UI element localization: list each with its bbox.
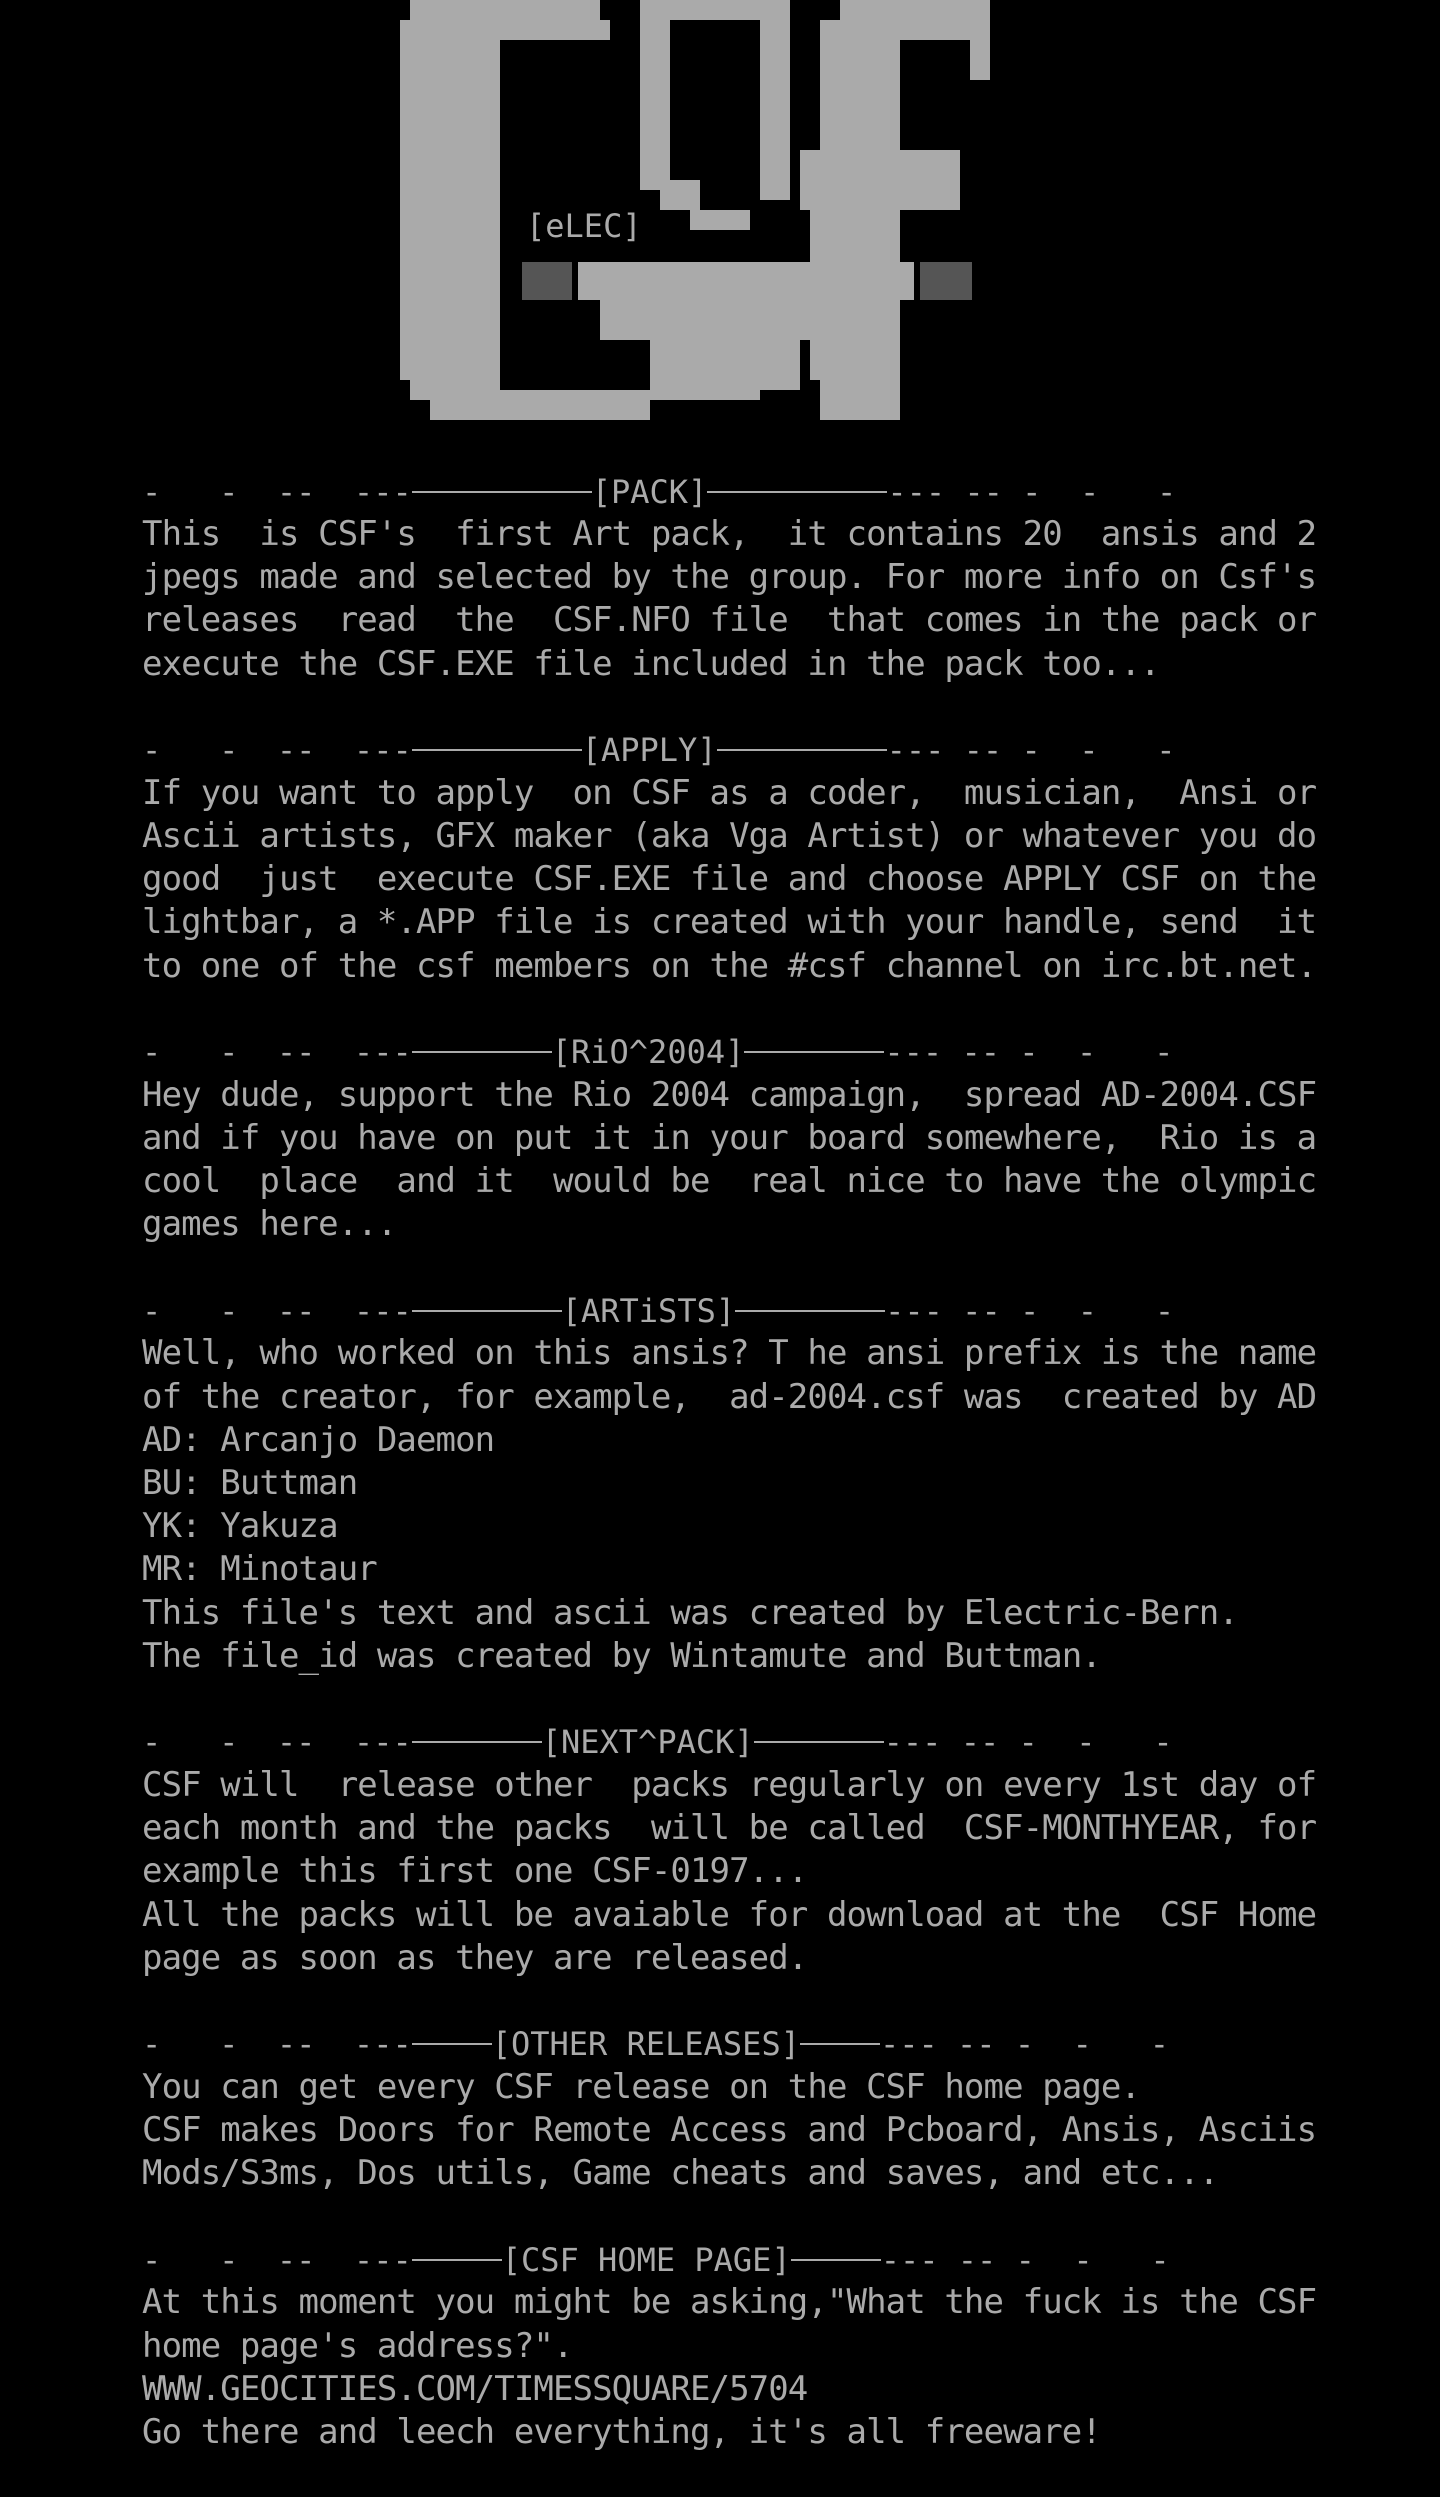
csf-logo-art (0, 0, 1440, 440)
section-title: [PACK] (591, 472, 708, 511)
text-line: home page's address?". (142, 2325, 573, 2366)
header-rule-left (412, 749, 582, 751)
section-apply (142, 729, 1317, 988)
header-rule-left (412, 2259, 502, 2261)
text-line: Well, who worked on this ansis? T he ansi prefix is the name (142, 1333, 1317, 1374)
csf-logo (0, 0, 1440, 440)
header-dashes-left: - - -- --- (142, 731, 412, 770)
header-dashes-right: --- -- - - - (887, 472, 1177, 511)
text-line: each month and the packs will be called CSF-MONTHYEAR, for (142, 1808, 1317, 1849)
text-line: of the creator, for example, ad-2004.csf was created by AD (142, 1376, 1317, 1417)
text-line: YK: Yakuza (142, 1506, 338, 1547)
header-rule-right (800, 2043, 880, 2045)
header-rule-right (754, 1741, 884, 1743)
section-artists (142, 1289, 1317, 1678)
header-rule-right (735, 1310, 885, 1312)
text-line: If you want to apply on CSF as a coder, musician, Ansi or (142, 772, 1317, 813)
section-csf-home-page (142, 2238, 1317, 2454)
header-dashes-right: --- -- - - - (885, 1291, 1175, 1330)
section-header (142, 1721, 1282, 1764)
logo-letter-s (640, 0, 790, 230)
header-rule-left (412, 1310, 562, 1312)
text-line: CSF makes Doors for Remote Access and Pcboard, Ansis, Asciis (142, 2110, 1317, 2151)
header-dashes-right: --- -- - - - (883, 1723, 1173, 1762)
section-header (142, 2238, 1282, 2281)
text-line: Ascii artists, GFX maker (aka Vga Artist) or whatever you do (142, 815, 1317, 856)
section-rio2004 (142, 1031, 1317, 1247)
header-dashes-right: --- -- - - - (886, 731, 1176, 770)
header-rule-right (744, 1051, 884, 1053)
text-line: You can get every CSF release on the CSF home page. (142, 2066, 1141, 2107)
header-rule-right (791, 2259, 881, 2261)
text-line: page as soon as they are released. (142, 1937, 808, 1978)
section-title: [OTHER RELEASES] (491, 2025, 800, 2064)
section-other-releases (142, 2023, 1317, 2196)
text-line: AD: Arcanjo Daemon (142, 1419, 495, 1460)
header-dashes-right: --- -- - - - (884, 1033, 1174, 1072)
text-line: All the packs will be avaiable for download at the CSF Home (142, 1894, 1317, 1935)
logo-tag: [eLEC] (522, 210, 646, 242)
section-header (142, 1289, 1282, 1332)
section-title: [NEXT^PACK] (541, 1723, 754, 1762)
text-line: to one of the csf members on the #csf channel on irc.bt.net. (142, 945, 1317, 986)
header-rule-left (412, 491, 592, 493)
header-dashes-left: - - -- --- (142, 1033, 412, 1072)
text-line: CSF will release other packs regularly on every 1st day of (142, 1764, 1317, 1805)
header-rule-left (412, 1051, 552, 1053)
header-rule-right (717, 749, 887, 751)
header-dashes-left: - - -- --- (142, 2240, 412, 2279)
header-dashes-left: - - -- --- (142, 472, 412, 511)
text-line: and if you have on put it in your board somewhere, Rio is a (142, 1117, 1317, 1158)
text-line: Go there and leech everything, it's all freeware! (142, 2412, 1101, 2452)
text-line: Mods/S3ms, Dos utils, Game cheats and saves, and etc... (142, 2153, 1219, 2194)
section-title: [CSF HOME PAGE] (501, 2240, 791, 2279)
text-line: lightbar, a *.APP file is created with your handle, send it (142, 902, 1317, 943)
text-line: example this first one CSF-0197... (142, 1851, 808, 1892)
text-line: At this moment you might be asking,"What the fuck is the CSF (142, 2282, 1317, 2323)
section-header (142, 2023, 1282, 2066)
section-header (142, 729, 1282, 772)
header-dashes-right: --- -- - - - (880, 2240, 1170, 2279)
section-header (142, 1031, 1282, 1074)
section-title: [APPLY] (581, 731, 717, 770)
text-line: This is CSF's first Art pack, it contains 20 ansis and 2 (142, 514, 1317, 554)
header-dashes-left: - - -- --- (142, 1291, 412, 1330)
text-line: MR: Minotaur (142, 1549, 377, 1590)
nfo-content (142, 470, 1317, 2497)
section-nextpack (142, 1721, 1317, 1980)
text-line: Hey dude, support the Rio 2004 campaign, spread AD-2004.CSF (142, 1074, 1317, 1115)
header-rule-left (412, 1741, 542, 1743)
text-line: The file_id was created by Wintamute and Buttman. (142, 1635, 1101, 1676)
header-rule-left (412, 2043, 492, 2045)
header-dashes-right: --- -- - - - (879, 2025, 1169, 2064)
header-dashes-left: - - -- --- (142, 2025, 412, 2064)
header-dashes-left: - - -- --- (142, 1723, 412, 1762)
section-header (142, 470, 1282, 513)
text-line: execute the CSF.EXE file included in the pack too... (142, 643, 1160, 684)
text-line: WWW.GEOCITIES.COM/TIMESSQUARE/5704 (142, 2368, 808, 2409)
section-pack (142, 470, 1317, 686)
text-line: jpegs made and selected by the group. For more info on Csf's (142, 557, 1317, 598)
text-line: good just execute CSF.EXE file and choose APPLY CSF on the (142, 859, 1317, 900)
text-line: releases read the CSF.NFO file that comes in the pack or (142, 600, 1317, 641)
text-line: This file's text and ascii was created by Electric-Bern. (142, 1592, 1238, 1633)
logo-letter-f (800, 0, 990, 420)
text-line: cool place and it would be real nice to have the olympic (142, 1161, 1317, 1202)
section-title: [RiO^2004] (551, 1033, 745, 1072)
header-rule-right (707, 491, 887, 493)
text-line: BU: Buttman (142, 1463, 358, 1503)
text-line: games here... (142, 1204, 397, 1245)
section-title: [ARTiSTS] (561, 1291, 736, 1330)
